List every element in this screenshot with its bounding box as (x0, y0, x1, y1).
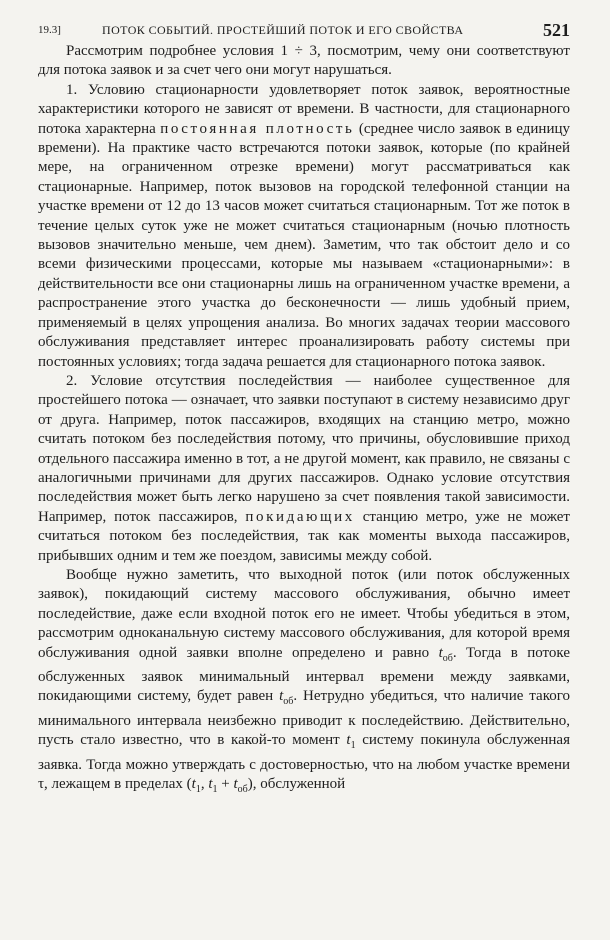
text-run: , (200, 776, 209, 793)
page-number: 521 (543, 20, 570, 40)
text-run: . Тогда в потоке обслуженных заявок минимальный интервал времени между заявками, покидающими систему, будет равен (38, 644, 570, 705)
math-symbol: $t_{об}$ (279, 688, 294, 708)
text-run: (среднее число заявок в единицу времени). На практике часто встречаются потоки заявок, которые (по крайней мере, на ограниченном отрезке времени) могут рассматриваться как стационарные. Например, поток вызовов на городской телефонной станции на участке времени от 12 до 13 часов может считаться стационарным. Тот же поток в течение целых суток уже не может считаться стационарным (ночью плотность вызовов значительно меньше, чем днем). Заметим, что так обстоит дело и со всеми физическими процессами, которые мы называем «стационарными»: в действительности все они стационарны лишь на ограниченном участке времени, а распространение этого участка до бесконечности — лишь удобный прием, применяемый в целях упрощения анализа. Во многих задачах теории массового обслуживания представляет интерес проанализировать работу системы при постоянных условиях; тогда задача решается для стационарного потока заявок. (38, 120, 571, 370)
text-run: Вообще нужно заметить, что выходной поток (или поток обслуженных заявок), покидающий систему массового обслуживания, обычно имеет последействие, даже если входной поток его не имеет. Чтобы убедиться в этом, рассмотрим одноканальную систему массового обслуживания, для которой время обслуживания одной заявки вполне определено и равно (38, 566, 570, 661)
math-symbol: $t_1$ (208, 776, 218, 796)
body-text (38, 42, 570, 799)
math-symbol: $t_1$ (191, 776, 201, 796)
paragraph-no-aftereffect (38, 372, 570, 566)
spaced-emphasis: покидающих (245, 508, 355, 525)
text-run: станцию метро, уже не может считаться потоком без последействия, так как моменты выхода пассажиров, прибывших одним и тем же поездом, зависимы между собой. (38, 508, 570, 564)
text-run: . Нетрудно убедиться, что наличие такого минимального интервала неизбежно приводит к последействию. Действительно, пусть стало известно, что в какой-то момент (38, 688, 570, 749)
paragraph-output-flow (38, 566, 570, 799)
text-run: Рассмотрим подробнее условия 1 ÷ 3, посмотрим, чему они соответствуют для потока заявок и за счет чего они могут нарушаться. (38, 43, 570, 79)
text-run: 1. Условию стационарности удовлетворяет поток заявок, вероятностные характеристики которого не зависят от времени. В частности, для стационарного потока характерна (38, 81, 570, 137)
section-number: 19.3] (38, 24, 61, 36)
text-run: ), обслуженной (247, 776, 346, 793)
paragraph-intro (38, 42, 570, 81)
math-symbol: $t_{об}$ (233, 776, 248, 796)
running-title: ПОТОК СОБЫТИЙ. ПРОСТЕЙШИЙ ПОТОК И ЕГО СВОЙСТВА (102, 23, 464, 37)
math-symbol: $t_{об}$ (438, 644, 453, 664)
spaced-emphasis: постоянная плотность (160, 120, 355, 137)
math-symbol: $t_1$ (346, 732, 356, 752)
text-run: систему покинула обслуженная заявка. Тогда можно утверждать с достоверностью, что на любом участке времени τ, лежащем в пределах ( (38, 732, 570, 793)
text-run: 2. Условие отсутствия последействия — наиболее существенное для простейшего потока — означает, что заявки поступают в систему независимо друг от друга. Например, поток пассажиров, входящих на станцию метро, можно считать потоком без последействия потому, что причины, обусловившие приход отдельного пассажира именно в тот, а не другой момент, как правило, не связаны с аналогичными причинами для других пассажиров. Однако условие отсутствия последействия может быть легко нарушено за счет появления такой зависимости. Например, поток пассажиров, (38, 372, 570, 525)
paragraph-stationarity (38, 81, 570, 372)
running-header (38, 20, 570, 42)
text-run: + (217, 776, 234, 793)
